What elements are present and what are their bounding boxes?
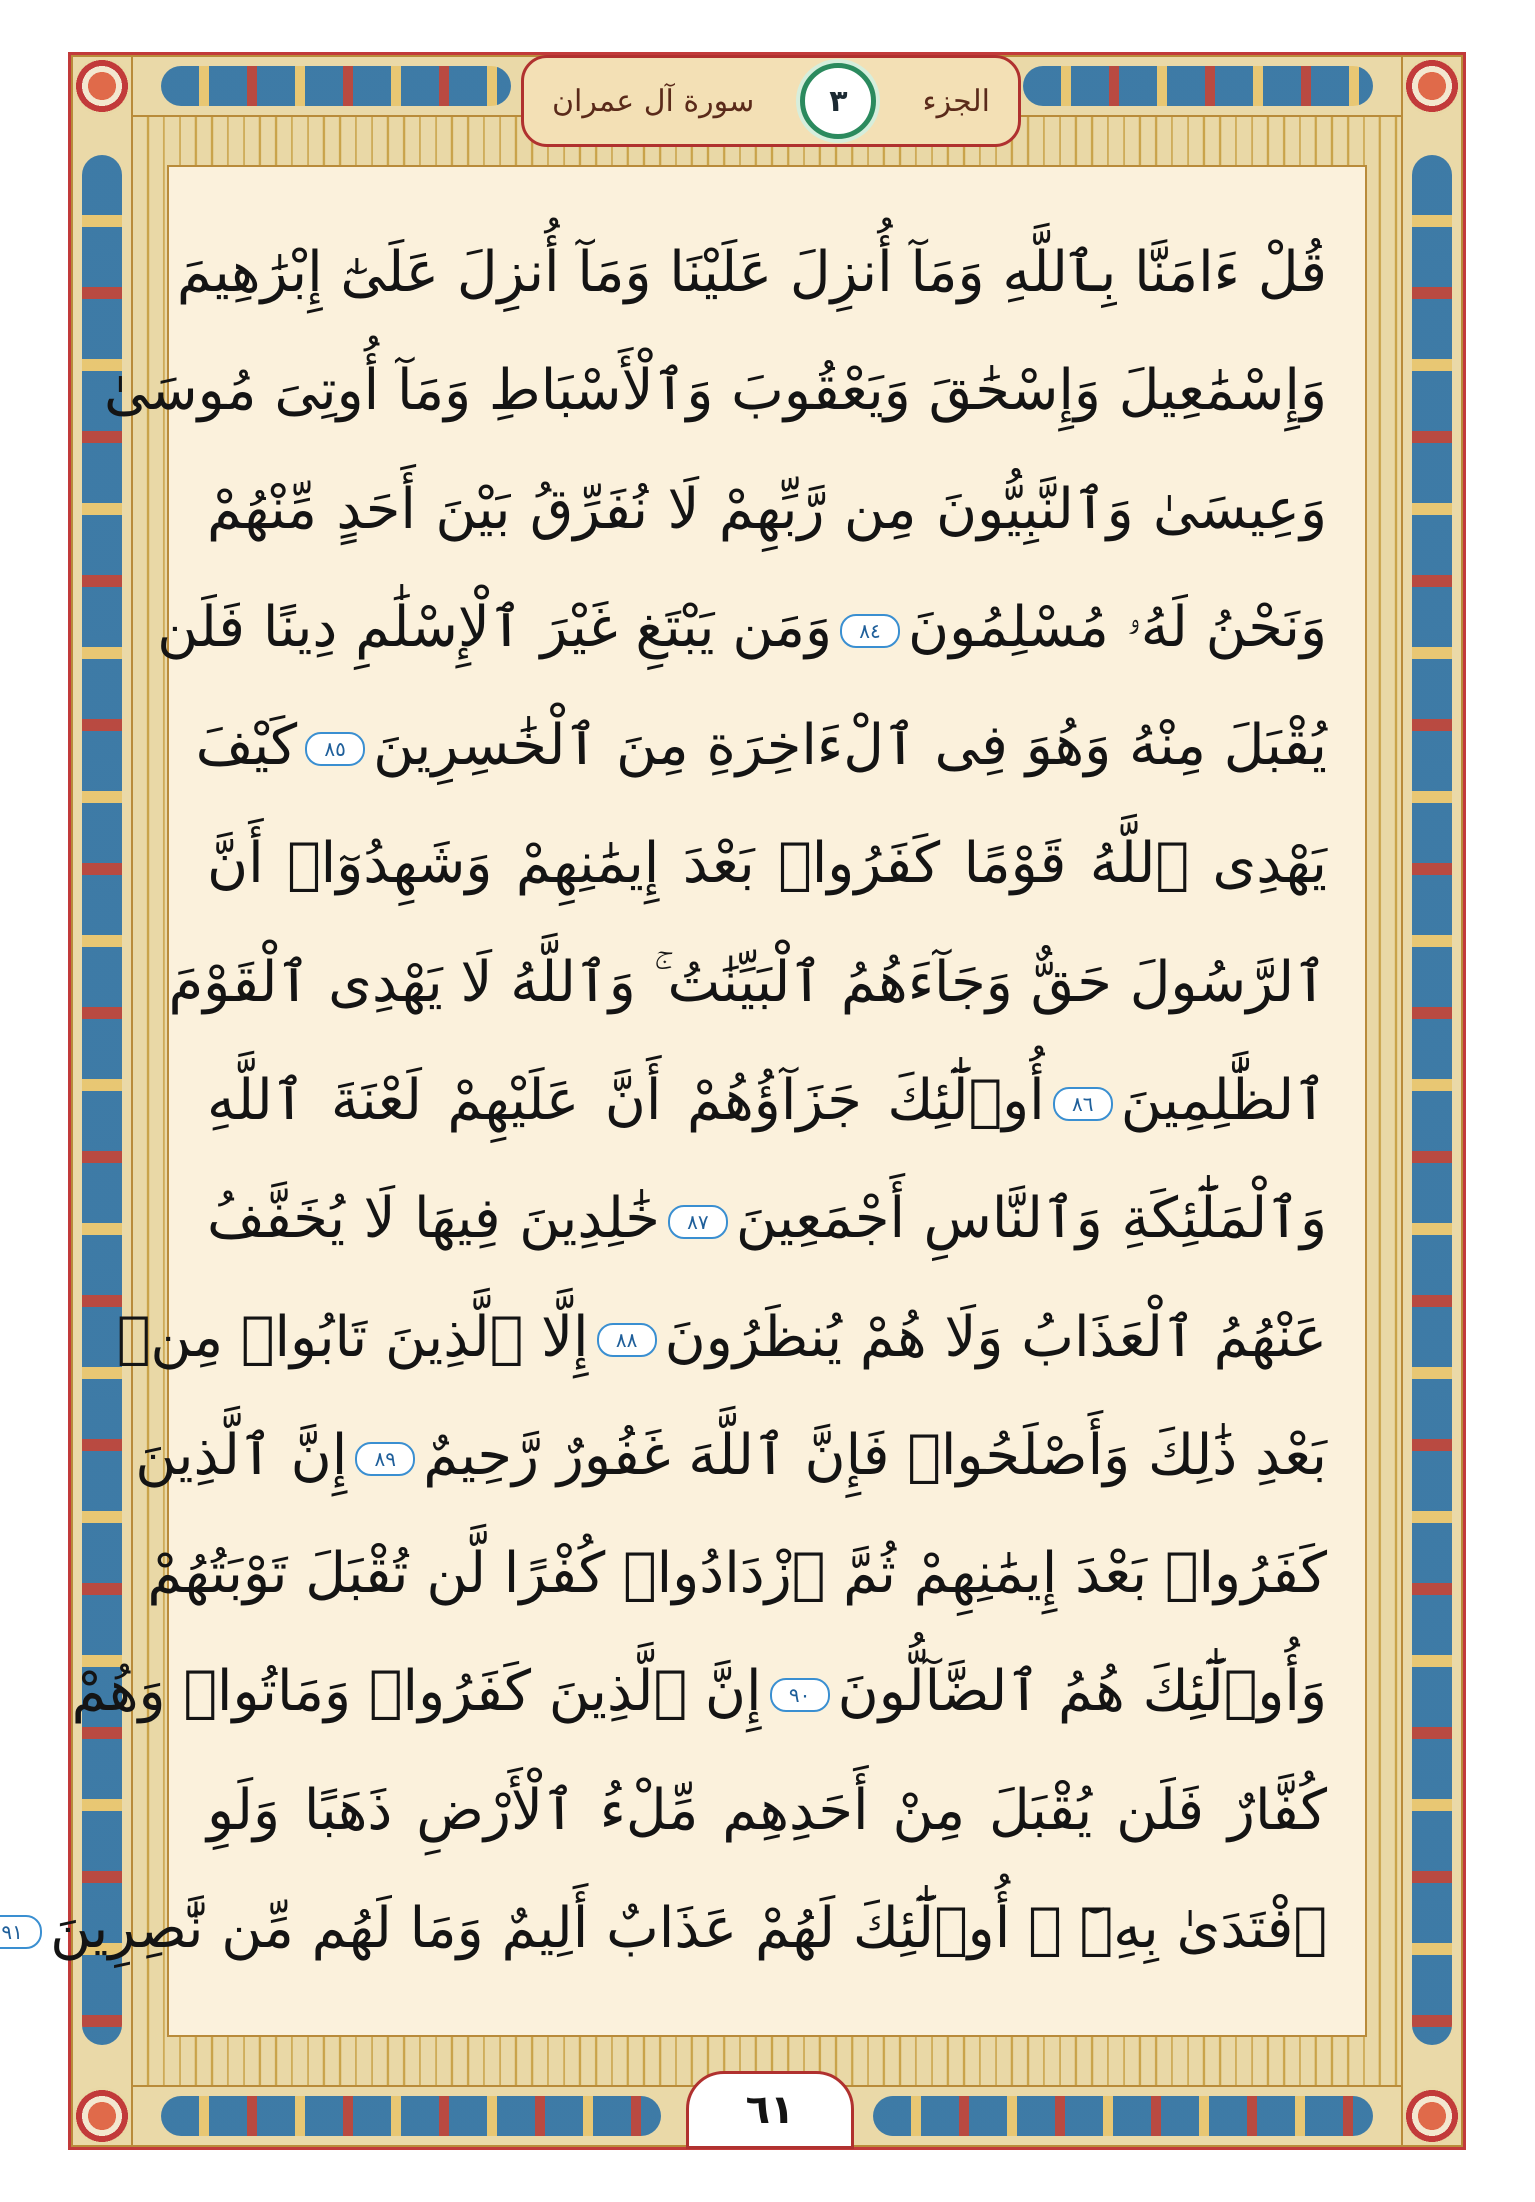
verse-line-text	[207, 1186, 1327, 1252]
corner-rosette-bottom-left-icon	[73, 2087, 131, 2145]
verse-text: كَفَرُوا۟ بَعْدَ إِيمَٰنِهِمْ ثُمَّ ٱزْدَادُوا۟ كُفْرًا لَّن تُقْبَلَ تَوْبَتُهُمْ	[147, 1541, 1327, 1607]
page-number: ٦١	[686, 2071, 854, 2149]
verse-line-text	[157, 594, 1327, 660]
ornament-top-left	[161, 66, 511, 106]
verse-line	[207, 816, 1327, 912]
verse-text-continuation: وَمَن يَبْتَغِ غَيْرَ ٱلْإِسْلَٰمِ دِينًا فَلَن	[157, 594, 832, 660]
ayah-marker-icon: ٩٠	[770, 1678, 830, 1712]
ornament-left	[82, 155, 122, 2045]
verse-line-text	[207, 1067, 1327, 1133]
verse-line	[207, 1763, 1327, 1859]
ayah-marker-icon: ٨٦	[1053, 1087, 1113, 1121]
verse-text-continuation: إِنَّ ٱلَّذِينَ	[135, 1422, 348, 1488]
verse-line-text	[147, 1541, 1327, 1607]
verse-line	[176, 225, 1327, 321]
verse-line	[195, 698, 1327, 794]
verse-line-text	[207, 831, 1327, 897]
verse-text: عَنْهُمُ ٱلْعَذَابُ وَلَا هُمْ يُنظَرُونَ	[664, 1304, 1327, 1370]
verse-line	[157, 580, 1327, 676]
verse-text: قُلْ ءَامَنَّا بِٱللَّهِ وَمَآ أُنزِلَ عَلَيْنَا وَمَآ أُنزِلَ عَلَىٰٓ إِبْرَٰهِيمَ	[176, 240, 1327, 305]
verse-line-text	[1, 1895, 1327, 1961]
ayah-marker-icon: ٩١	[0, 1915, 42, 1949]
verse-text-continuation: أُو۟لَٰٓئِكَ جَزَآؤُهُمْ أَنَّ عَلَيْهِمْ لَعْنَةَ ٱللَّهِ	[207, 1067, 1045, 1133]
juz-label: الجزء	[922, 83, 990, 119]
ornament-right	[1412, 155, 1452, 2045]
verse-text: ٱفْتَدَىٰ بِهِۦٓ ۗ أُو۟لَٰٓئِكَ لَهُمْ عَذَابٌ أَلِيمٌ وَمَا لَهُم مِّن نَّٰصِرِينَ	[50, 1895, 1327, 1961]
verse-line-text	[176, 240, 1327, 305]
verse-text: وَعِيسَىٰ وَٱلنَّبِيُّونَ مِن رَّبِّهِمْ لَا نُفَرِّقُ بَيْنَ أَحَدٍ مِّنْهُمْ	[207, 476, 1327, 542]
page-header	[521, 55, 1021, 147]
verse-text: وَٱلْمَلَٰٓئِكَةِ وَٱلنَّاسِ أَجْمَعِينَ	[735, 1186, 1327, 1252]
corner-rosette-bottom-right-icon	[1403, 2087, 1461, 2145]
verse-line	[71, 1644, 1327, 1740]
verse-line	[207, 1053, 1327, 1149]
ayah-marker-icon: ٨٥	[305, 732, 365, 766]
corner-rosette-top-left-icon	[73, 57, 131, 115]
verse-text: وَإِسْمَٰعِيلَ وَإِسْحَٰقَ وَيَعْقُوبَ وَٱلْأَسْبَاطِ وَمَآ أُوتِىَ مُوسَىٰ	[104, 358, 1327, 424]
verse-text: وَأُو۟لَٰٓئِكَ هُمُ ٱلضَّآلُّونَ	[837, 1659, 1327, 1725]
mushaf-page	[1, 52, 1466, 2150]
ornament-bottom-left	[161, 2096, 661, 2136]
ayah-marker-icon: ٨٨	[597, 1323, 657, 1357]
verse-text-continuation: كَيْفَ	[195, 713, 298, 779]
verse-line	[147, 1526, 1327, 1622]
verse-line	[104, 343, 1327, 439]
verse-line	[207, 462, 1327, 558]
verse-line-text	[195, 713, 1327, 779]
surah-name: سورة آل عمران	[552, 83, 755, 119]
verse-line-text	[168, 949, 1327, 1015]
verse-text: بَعْدِ ذَٰلِكَ وَأَصْلَحُوا۟ فَإِنَّ ٱللَّهَ غَفُورٌ رَّحِيمٌ	[423, 1422, 1327, 1488]
juz-number-badge: ٣	[800, 63, 876, 139]
verse-text: وَنَحْنُ لَهُۥ مُسْلِمُونَ	[907, 594, 1327, 660]
ayah-marker-icon: ٨٩	[355, 1442, 415, 1476]
ornament-top-right	[1023, 66, 1373, 106]
text-panel	[1, 165, 1367, 2037]
verse-line-text	[207, 1777, 1327, 1843]
ayah-marker-icon: ٨٧	[668, 1205, 728, 1239]
corner-rosette-top-right-icon	[1403, 57, 1461, 115]
ayah-marker-icon: ٨٤	[840, 614, 900, 648]
verse-text: يَهْدِى ٱللَّهُ قَوْمًا كَفَرُوا۟ بَعْدَ إِيمَٰنِهِمْ وَشَهِدُوٓا۟ أَنَّ	[207, 831, 1327, 897]
verse-line	[116, 1290, 1327, 1386]
verse-text-continuation: خَٰلِدِينَ فِيهَا لَا يُخَفَّفُ	[207, 1186, 660, 1252]
verse-line	[1, 1881, 1327, 1977]
verse-text: ٱلرَّسُولَ حَقٌّ وَجَآءَهُمُ ٱلْبَيِّنَٰتُ ۚ وَٱللَّهُ لَا يَهْدِى ٱلْقَوْمَ	[168, 949, 1327, 1015]
verse-line-text	[104, 358, 1327, 424]
verse-text: ٱلظَّٰلِمِينَ	[1120, 1067, 1327, 1133]
verse-line-text	[71, 1659, 1327, 1725]
ornament-bottom-right	[873, 2096, 1373, 2136]
verse-text-continuation: إِنَّ ٱلَّذِينَ كَفَرُوا۟ وَمَاتُوا۟ وَهُمْ	[71, 1659, 762, 1725]
verse-text: يُقْبَلَ مِنْهُ وَهُوَ فِى ٱلْءَاخِرَةِ مِنَ ٱلْخَٰسِرِينَ	[373, 713, 1327, 779]
verse-line-text	[135, 1422, 1327, 1488]
verse-line-text	[207, 476, 1327, 542]
verse-line	[168, 935, 1327, 1031]
verse-line	[135, 1408, 1327, 1504]
verse-line-text	[116, 1304, 1327, 1370]
verse-line	[207, 1171, 1327, 1267]
verse-text: كُفَّارٌ فَلَن يُقْبَلَ مِنْ أَحَدِهِم مِّلْءُ ٱلْأَرْضِ ذَهَبًا وَلَوِ	[207, 1777, 1327, 1843]
verse-text-continuation: إِلَّا ٱلَّذِينَ تَابُوا۟ مِنۢ	[116, 1304, 589, 1370]
verse-lines	[1, 225, 1327, 1977]
